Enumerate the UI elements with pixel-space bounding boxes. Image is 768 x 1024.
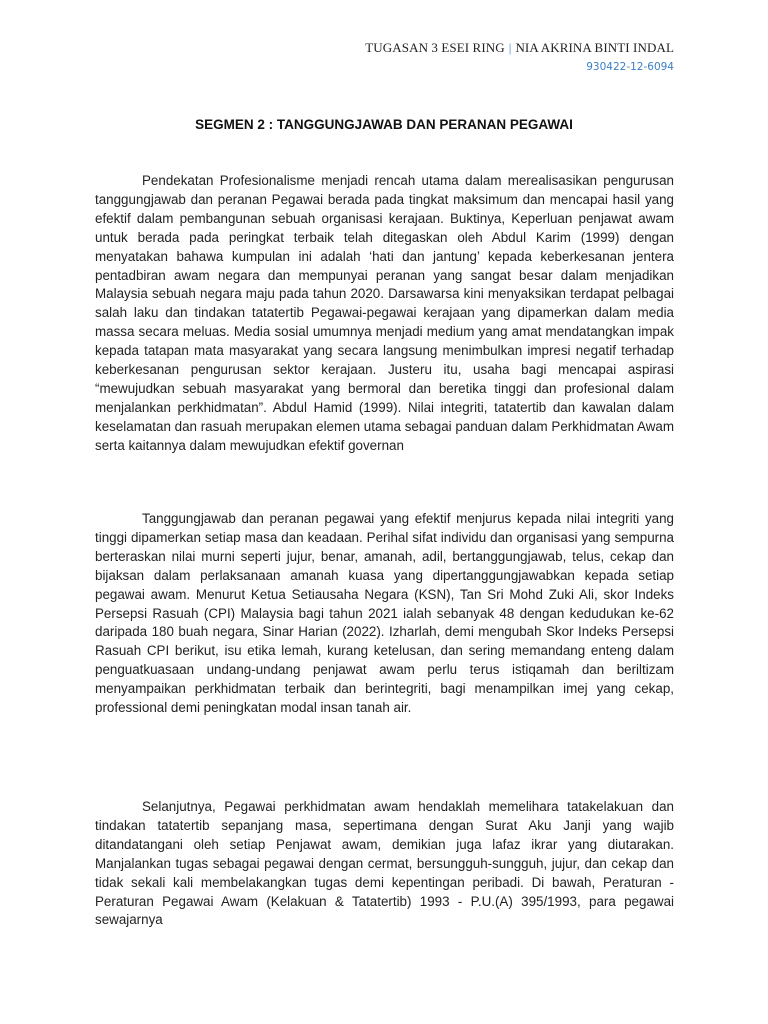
header-title-line xyxy=(365,40,674,56)
header-author: NIA AKRINA BINTI INDAL xyxy=(515,40,674,55)
page-header xyxy=(365,40,674,73)
header-separator: | xyxy=(508,40,512,55)
header-id-number: 930422-12-6094 xyxy=(586,61,674,73)
body-paragraph-2: Tanggungjawab dan peranan pegawai yang efektif menjurus kepada nilai integriti yang tinggi dipamerkan setiap masa dan keadaan. Perihal sifat individu dan organisasi yang sempurna berteraskan nilai murni seperti jujur, benar, amanah, adil, bertanggungjawab, telus, cekap dan bijaksan dalam perlaksanaan amanah kuasa yang dipertanggungjawabkan kepada setiap pegawai awam. Menurut Ketua Setiausaha Negara (KSN), Tan Sri Mohd Zuki Ali, skor Indeks Persepsi Rasuah (CPI) Malaysia bagi tahun 2021 ialah sebanyak 48 dengan kedudukan ke-62 daripada 180 buah negara, Sinar Harian (2022). Izharlah, demi mengubah Skor Indeks Persepsi Rasuah CPI berikut, isu etika lemah, kurang ketelusan, dan sering memandang enteng dalam penguatkuasaan undang-undang penjawat awam perlu terus istiqamah dan beriltizam menyampaikan perkhidmatan terbaik dan berintegriti, bagi menampilkan imej yang cekap, professional demi peningkatan modal insan tanah air. xyxy=(95,511,674,716)
body-paragraph-3: Selanjutnya, Pegawai perkhidmatan awam hendaklah memelihara tatakelakuan dan tindakan tatatertib sepanjang masa, sepertimana dengan Surat Aku Janji yang wajib ditandatangani oleh setiap Penjawat awam, demikian juga lafaz ikrar yang diutarakan. Manjalankan tugas sebagai pegawai dengan cermat, bersungguh-sungguh, jujur, dan cekap dan tidak sekali kali membelakangkan tugas demi kepentingan peribadi. Di bawah, Peraturan - Peraturan Pegawai Awam (Kelakuan & Tatatertib) 1993 - P.U.(A) 395/1993, para pegawai sewajarnya xyxy=(95,799,674,928)
body-paragraph-1: Pendekatan Profesionalisme menjadi rencah utama dalam merealisasikan pengurusan tanggungjawab dan peranan Pegawai berada pada tingkat maksimum dan mencapai hasil yang efektif dalam pembangunan sebuah organisasi kerajaan. Buktinya, Keperluan penjawat awam untuk berada pada peringkat terbaik telah ditegaskan oleh Abdul Karim (1999) dengan menyatakan bahawa kumpulan ini adalah ‘hati dan jantung’ kepada keberkesanan jentera pentadbiran awam negara dan mempunyai peranan yang sangat besar dalam menjadikan Malaysia sebuah negara maju pada tahun 2020. Darsawarsa kini menyaksikan terdapat pelbagai salah laku dan tindakan tatatertib Pegawai-pegawai kerajaan yang dipamerkan dalam media massa secara meluas. Media sosial umumnya menjadi medium yang amat mendatangkan impak kepada tatapan mata masyarakat yang secara langsung menimbulkan impresi negatif terhadap keberkesanan pengurusan sektor kerajaan. Justeru itu, usaha bagi mencapai aspirasi “mewujudkan sebuah masyarakat yang bermoral dan beretika tinggi dan profesional dalam menjalankan perkhidmatan”. Abdul Hamid (1999). Nilai integriti, tatatertib dan kawalan dalam keselamatan dan rasuah merupakan elemen utama sebagai panduan dalam Perkhidmatan Awam serta kaitannya dalam mewujudkan efektif governan xyxy=(95,173,674,453)
section-heading: SEGMEN 2 : TANGGUNGJAWAB DAN PERANAN PEGAWAI xyxy=(195,117,573,132)
header-title: TUGASAN 3 ESEI RING xyxy=(365,40,505,55)
